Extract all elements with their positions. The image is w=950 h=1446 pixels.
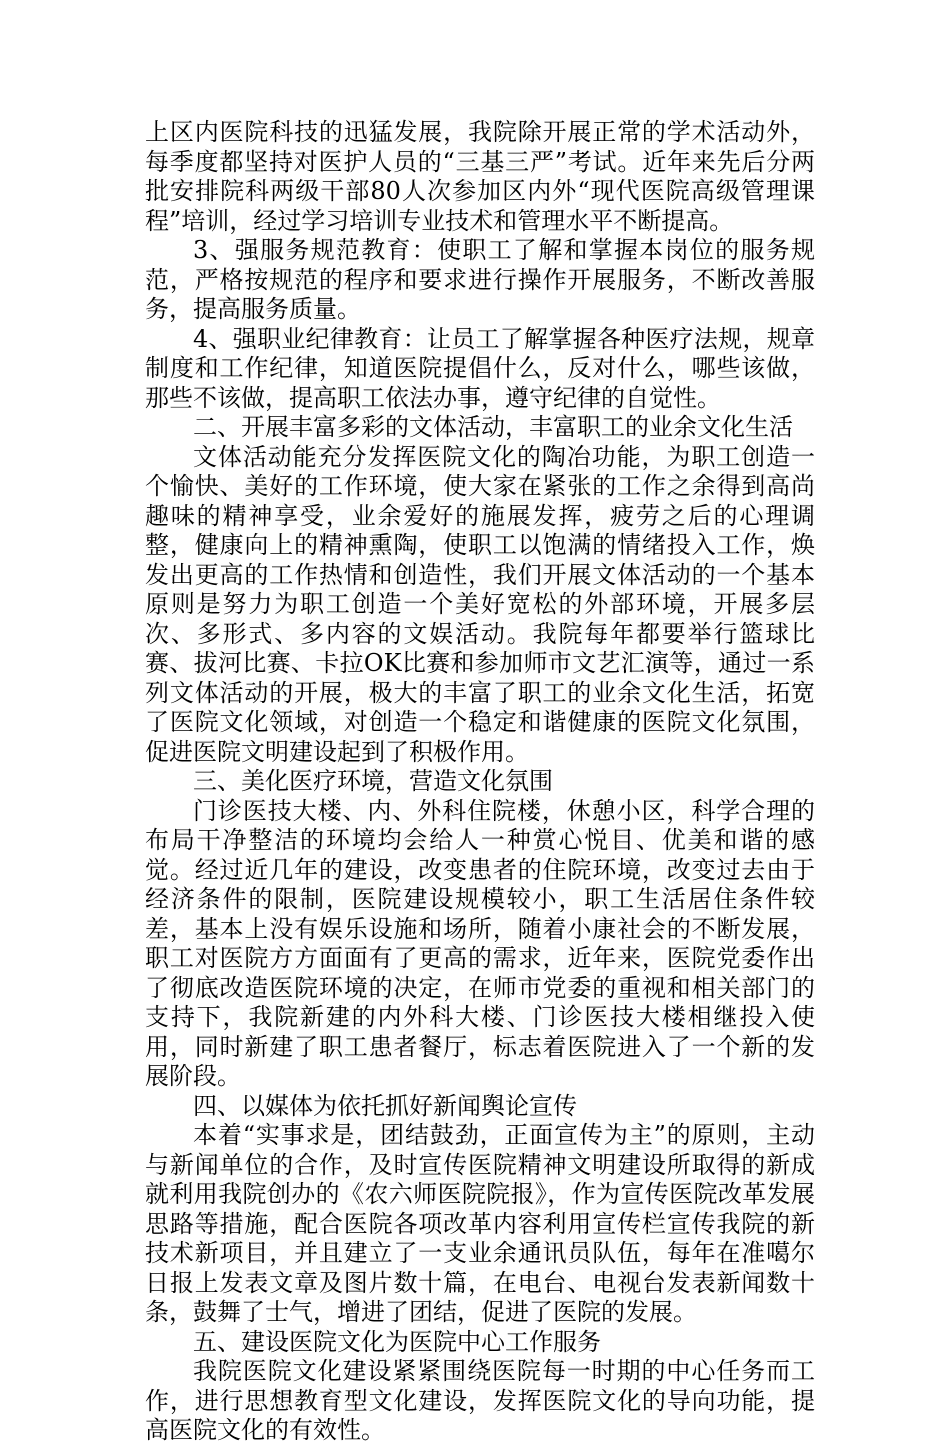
section-heading-5: 五、建设医院文化为医院中心工作服务 <box>193 1327 601 1356</box>
paragraph-continuation: 上区内医院科技的迅猛发展，我院除开展正常的学术活动外，每季度都坚持对医护人员的“三基三严”考试。近年来先后分两批安排院科两级干部80人次参加区内外“现代医院高级管理课程”培训，经过学习培训专业技术和管理水平不断提高。 <box>145 118 815 235</box>
document-page <box>145 118 815 1446</box>
section-heading-4: 四、以媒体为依托抓好新闻舆论宣传 <box>193 1091 577 1120</box>
paragraph-medical-environment: 门诊医技大楼、内、外科住院楼，休憩小区，科学合理的布局干净整洁的环境均会给人一种赏心悦目、优美和谐的感觉。经过近几年的建设，改变患者的住院环境，改变过去由于经济条件的限制，医院建设规模较小，职工生活居住条件较差，基本上没有娱乐设施和场所，随着小康社会的不断发展，职工对医院方方面面有了更高的需求，近年来，医院党委作出了彻底改造医院环境的决定，在师市党委的重视和相关部门的支持下，我院新建的内外科大楼、门诊医技大楼相继投入使用，同时新建了职工患者餐厅，标志着医院进入了一个新的发展阶段。 <box>145 796 815 1090</box>
section-heading-2: 二、开展丰富多彩的文体活动，丰富职工的业余文化生活 <box>193 413 793 441</box>
paragraph-media-publicity: 本着“实事求是，团结鼓劲，正面宣传为主”的原则，主动与新闻单位的合作，及时宣传医院精神文明建设所取得的新成就利用我院创办的《农六师医院院报》，作为宣传医院改革发展思路等措施，配合医院各项改革内容利用宣传栏宣传我院的新技术新项目，并且建立了一支业余通讯员队伍，每年在准噶尔日报上发表文章及图片数十篇，在电台、电视台发表新闻数十条，鼓舞了士气，增进了团结，促进了医院的发展。 <box>145 1121 815 1326</box>
paragraph-service-norms: 3、强服务规范教育：使职工了解和掌握本岗位的服务规范，严格按规范的程序和要求进行操作开展服务，不断改善服务，提高服务质量。 <box>145 236 815 323</box>
paragraph-central-work: 我院医院文化建设紧紧围绕医院每一时期的中心任务而工作，进行思想教育型文化建设，发挥医院文化的导向功能，提高医院文化的有效性。 <box>145 1357 815 1444</box>
paragraph-cultural-activities: 文体活动能充分发挥医院文化的陶冶功能，为职工创造一个愉快、美好的工作环境，使大家在紧张的工作之余得到高尚趣味的精神享受，业余爱好的施展发挥，疲劳之后的心理调整，健康向上的精神熏陶，使职工以饱满的情绪投入工作，焕发出更高的工作热情和创造性，我们开展文体活动的一个基本原则是努力为职工创造一个美好宽松的外部环境，开展多层次、多形式、多内容的文娱活动。我院每年都要举行篮球比赛、拔河比赛、卡拉OK比赛和参加师市文艺汇演等，通过一系列文体活动的开展，极大的丰富了职工的业余文化生活，拓宽了医院文化领域，对创造一个稳定和谐健康的医院文化氛围，促进医院文明建设起到了积极作用。 <box>145 442 815 766</box>
paragraph-professional-discipline: 4、强职业纪律教育：让员工了解掌握各种医疗法规，规章制度和工作纪律，知道医院提倡什么，反对什么，哪些该做，那些不该做，提高职工依法办事，遵守纪律的自觉性。 <box>145 324 815 412</box>
section-heading-3: 三、美化医疗环境，营造文化氛围 <box>193 767 553 795</box>
